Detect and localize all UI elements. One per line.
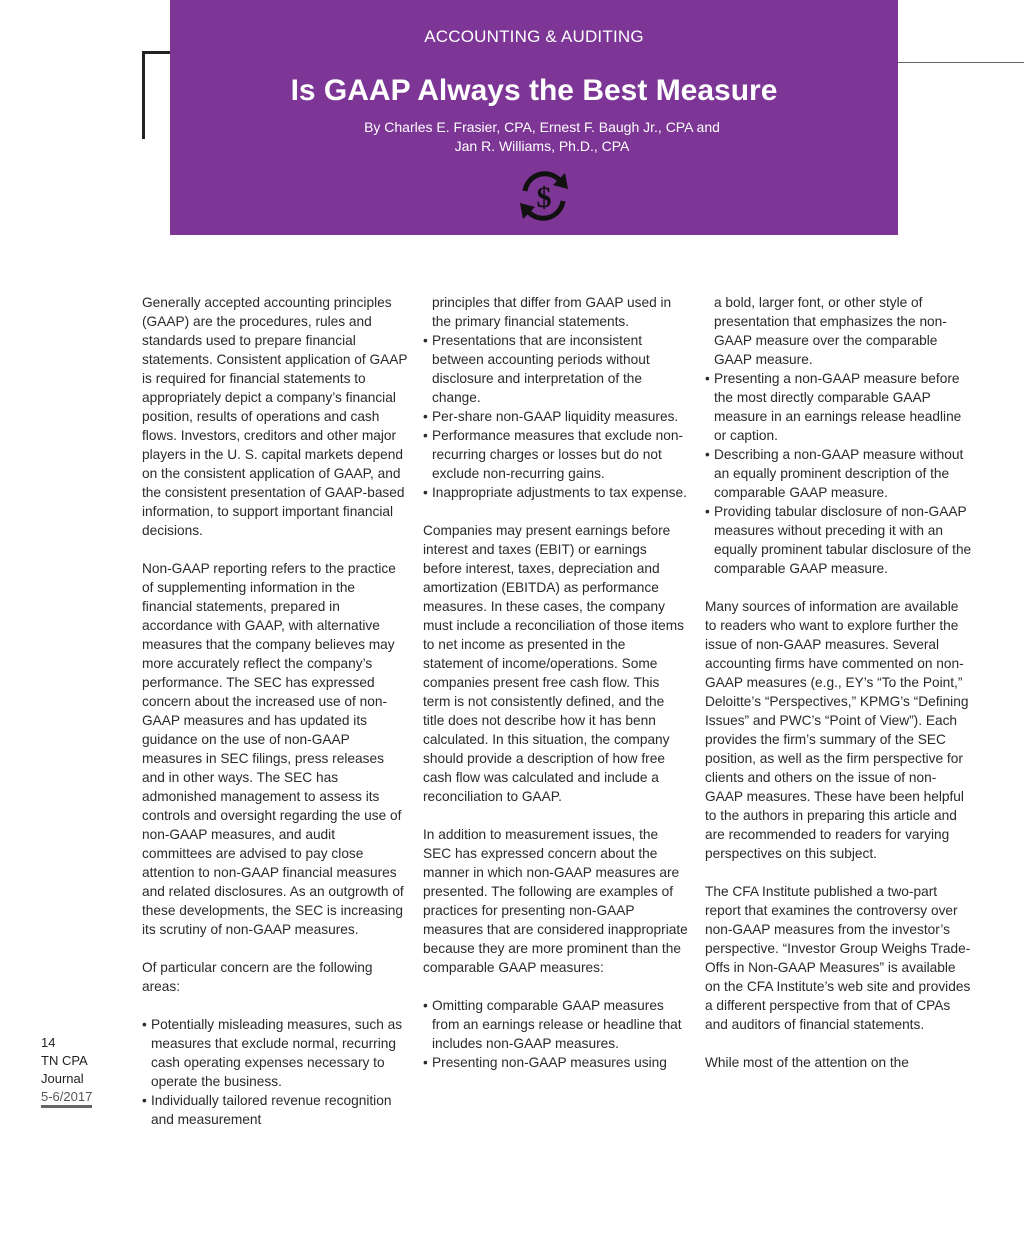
issue-date: 5-6/2017 — [41, 1089, 92, 1108]
article-title: Is GAAP Always the Best Measure — [290, 74, 778, 107]
page-folio — [41, 1034, 92, 1106]
byline-line-1: By Charles E. Frasier, CPA, Ernest F. Baugh Jr., CPA and — [364, 119, 720, 135]
corner-rule-horizontal — [142, 51, 170, 54]
list-item: • Performance measures that exclude non-recurring charges or losses but do not exclude non-recurring gains. — [423, 426, 689, 483]
paragraph: Non-GAAP reporting refers to the practice of supplementing information in the financial statements, prepared in accordance with GAAP, with alternative measures that the company believes may more accurately reflect the company’s performance. The SEC has expressed concern about the increased use of non-GAAP measures and has updated its guidance on the use of non-GAAP measures in SEC filings, press releases and in other ways. The SEC has admonished management to assess its controls and oversight regarding the use of non-GAAP measures, and audit committees are advised to pay close attention to non-GAAP financial measures and related disclosures. As an outgrowth of these developments, the SEC is increasing its scrutiny of non-GAAP measures. — [142, 561, 404, 937]
body-column-1 — [142, 293, 408, 1148]
publication-name-line-2: Journal — [41, 1071, 84, 1086]
list-item: • Presentations that are inconsistent between accounting periods without disclosure and interpretation of the change. — [423, 331, 689, 407]
list-item-continued: principles that differ from GAAP used in the primary financial statements. — [432, 295, 672, 329]
svg-text:$: $ — [536, 181, 552, 214]
paragraph: While most of the attention on the — [705, 1055, 909, 1070]
list-item: • Providing tabular disclosure of non-GAAP measures without preceding it with an equally prominent tabular disclosure of the comparable GAAP measure. — [705, 502, 973, 578]
list-item: • Potentially misleading measures, such as measures that exclude normal, recurring cash operating expenses necessary to operate the business. — [142, 1015, 408, 1091]
concern-list-continued — [423, 331, 689, 502]
list-item: • Omitting comparable GAAP measures from an earnings release or headline that includes non-GAAP measures. — [423, 996, 689, 1053]
byline-line-2: Jan R. Williams, Ph.D., CPA — [454, 138, 630, 154]
list-item: • Individually tailored revenue recognition and measurement — [142, 1091, 408, 1129]
paragraph: Companies may present earnings before interest and taxes (EBIT) or earnings before interest, taxes, depreciation and amortization (EBITDA) as performance measures. In these cases, the company must include a reconciliation of those items to net income as presented in the statement of income/operations. Some companies present free cash flow. This term is not consistently defined, and the title does not describe how it has benn calculated. In this situation, the company should provide a description of how free cash flow was calculated and include a reconciliation to GAAP. — [423, 523, 684, 804]
corner-rule-vertical — [142, 51, 145, 139]
page-number: 14 — [41, 1035, 56, 1050]
paragraph: The CFA Institute published a two-part report that examines the controversy over non-GAAP measures from the investor’s perspective. “Investor Group Weighs Trade-Offs in Non-GAAP Measures” is available on the CFA Institute’s web site and provides a different perspective from that of CPAs and auditors of financial statements. — [705, 884, 971, 1032]
section-label: ACCOUNTING & AUDITING — [424, 27, 644, 46]
list-item: • Inappropriate adjustments to tax expense. — [423, 483, 689, 502]
paragraph: Many sources of information are available to readers who want to explore further the issue of non-GAAP measures. Several accounting firms have commented on non-GAAP measures (e.g., EY’s “To the Point,” Deloitte’s “Perspectives,” KPMG’s “Defining Issues” and PWC’s “Point of View”). Each provides the firm’s summary of the SEC position, as well as the firm perspective for clients and others on the issue of non-GAAP measures. These have been helpful to the authors in preparing this article and are recommended to readers for varying perspectives on this subject. — [705, 599, 969, 861]
list-item: • Describing a non-GAAP measure without an equally prominent description of the comparable GAAP measure. — [705, 445, 973, 502]
paragraph: Generally accepted accounting principles (GAAP) are the procedures, rules and standards used to prepare financial statements. Consistent application of GAAP is required for financial statements to appropriately depict a company’s financial position, results of operations and cash flows. Investors, creditors and other major players in the U. S. capital markets depend on the consistent application of GAAP, and the consistent presentation of GAAP-based information, to support important financial decisions. — [142, 295, 408, 538]
practice-list — [423, 996, 689, 1072]
practice-list-continued — [705, 369, 973, 578]
body-column-3 — [705, 293, 973, 1091]
concern-list — [142, 1015, 408, 1129]
dollar-exchange-icon — [515, 167, 573, 225]
publication-name-line-1: TN CPA — [41, 1053, 88, 1068]
byline — [340, 118, 744, 156]
right-rule — [898, 62, 1024, 63]
list-item: • Presenting non-GAAP measures using — [423, 1053, 689, 1072]
list-item: • Per-share non-GAAP liquidity measures. — [423, 407, 689, 426]
list-item-continued: a bold, larger font, or other style of presentation that emphasizes the non-GAAP measure over the comparable GAAP measure. — [714, 295, 947, 367]
article-banner — [170, 0, 898, 235]
paragraph: In addition to measurement issues, the SEC has expressed concern about the manner in which non-GAAP measures are presented. The following are examples of practices for presenting non-GAAP measures that are considered inappropriate because they are more prominent than the comparable GAAP measures: — [423, 827, 688, 975]
paragraph: Of particular concern are the following areas: — [142, 960, 373, 994]
list-item: • Presenting a non-GAAP measure before the most directly comparable GAAP measure in an earnings release headline or caption. — [705, 369, 973, 445]
body-column-2 — [423, 293, 689, 1091]
